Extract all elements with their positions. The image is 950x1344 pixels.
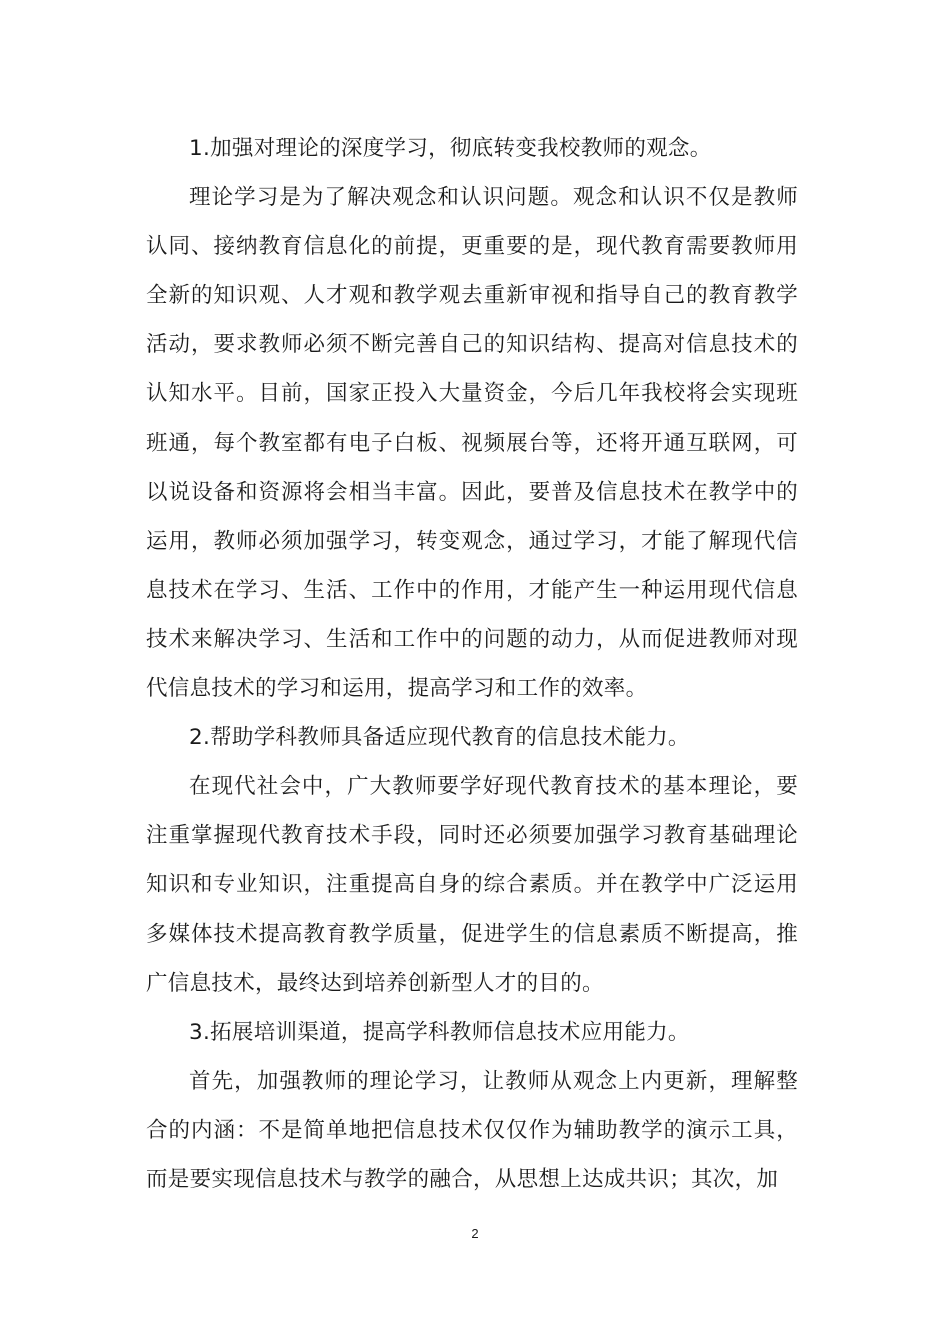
page-number: 2 — [471, 1226, 479, 1241]
heading-1: 1.加强对理论的深度学习，彻底转变我校教师的观念。 — [189, 136, 712, 161]
document-body — [146, 124, 798, 1204]
paragraph-3: 首先，加强教师的理论学习，让教师从观念上内更新，理解整合的内涵：不是简单地把信息技术仅仅作为辅助教学的演示工具，而是要实现信息技术与教学的融合，从思想上达成共识；其次，加 — [146, 1068, 798, 1192]
paragraph-1: 理论学习是为了解决观念和认识问题。观念和认识不仅是教师认同、接纳教育信息化的前提，更重要的是，现代教育需要教师用全新的知识观、人才观和教学观去重新审视和指导自己的教育教学活动，要求教师必须不断完善自己的知识结构、提高对信息技术的认知水平。目前，国家正投入大量资金，今后几年我校将会实现班班通，每个教室都有电子白板、视频展台等，还将开通互联网，可以说设备和资源将会相当丰富。因此，要普及信息技术在教学中的运用，教师必须加强学习，转变观念，通过学习，才能了解现代信息技术在学习、生活、工作中的作用，才能产生一种运用现代信息技术来解决学习、生活和工作中的问题的动力，从而促进教师对现代信息技术的学习和运用，提高学习和工作的效率。 — [146, 185, 798, 702]
heading-2: 2.帮助学科教师具备适应现代教育的信息技术能力。 — [189, 725, 690, 751]
heading-3: 3.拓展培训渠道，提高学科教师信息技术应用能力。 — [189, 1019, 690, 1045]
paragraph-2: 在现代社会中，广大教师要学好现代教育技术的基本理论，要注重掌握现代教育技术手段，同时还必须要加强学习教育基础理论知识和专业知识，注重提高自身的综合素质。并在教学中广泛运用多媒体技术提高教育教学质量，促进学生的信息素质不断提高，推广信息技术，最终达到培养创新型人才的目的。 — [146, 774, 798, 996]
